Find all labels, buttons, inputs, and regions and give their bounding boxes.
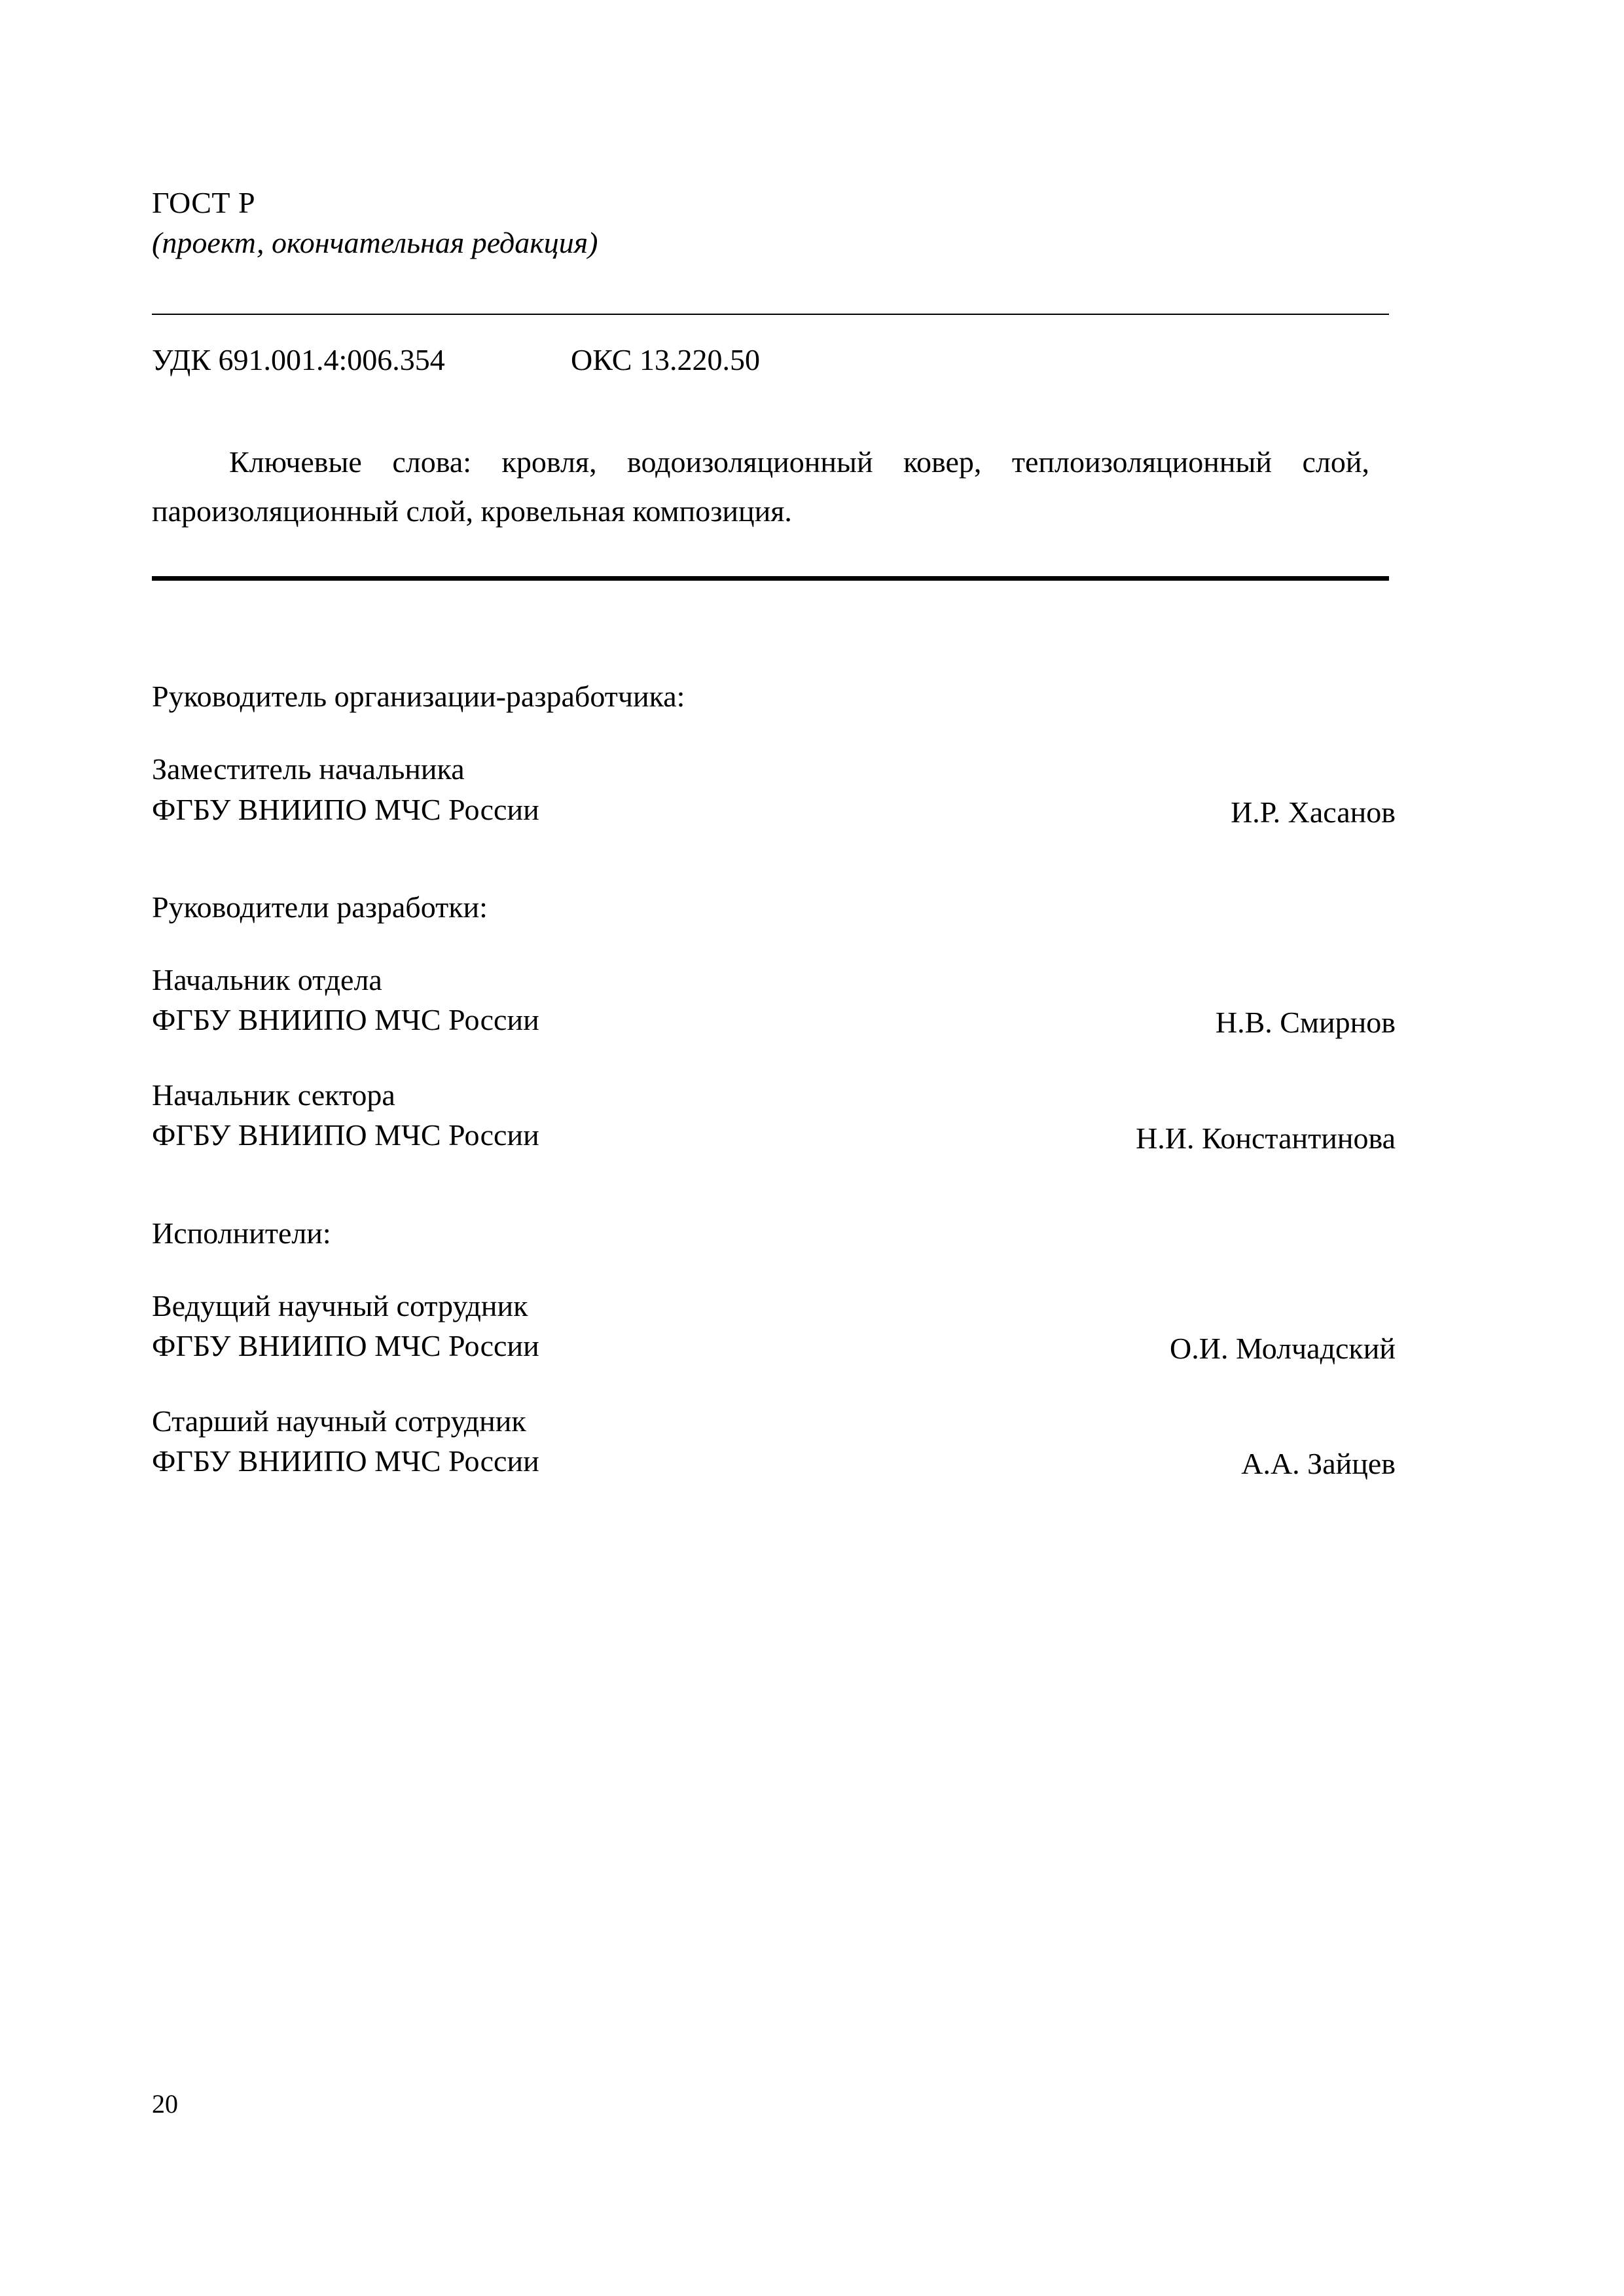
page-content <box>152 183 1396 1481</box>
signature-role-line2: ФГБУ ВНИИПО МЧС России <box>152 1444 539 1478</box>
signature-name: Н.В. Смирнов <box>1215 1006 1396 1040</box>
signature-role-line2: ФГБУ ВНИИПО МЧС России <box>152 1118 539 1152</box>
keywords-paragraph: Ключевые слова: кровля, водоизоляционный ковер, теплоизоляционный слой, пароизоляционный слой, кровельная композиция. <box>152 445 1369 528</box>
signature-entry-head <box>152 749 1396 829</box>
keywords-divider-wrapper <box>152 576 1396 581</box>
header-divider-wrapper <box>152 314 1396 315</box>
signature-entry-performer-2 <box>152 1401 1396 1481</box>
signature-role-line2: ФГБУ ВНИИПО МЧС России <box>152 1002 539 1036</box>
document-header <box>152 183 1396 263</box>
signature-role-line1: Заместитель начальника <box>152 752 465 786</box>
thick-divider <box>152 576 1389 581</box>
page-number: 20 <box>152 2089 178 2119</box>
signature-role-line1: Старший научный сотрудник <box>152 1404 526 1438</box>
signatures-section <box>152 679 1396 1481</box>
signature-role-line1: Начальник сектора <box>152 1078 395 1112</box>
standard-designation: ГОСТ Р <box>152 186 256 219</box>
signature-entry-leader-2 <box>152 1075 1396 1155</box>
signature-name: Н.И. Константинова <box>1136 1121 1396 1155</box>
thin-divider <box>152 314 1389 315</box>
signature-name: О.И. Молчадский <box>1170 1331 1396 1365</box>
performers-section-title: Исполнители: <box>152 1216 331 1250</box>
signature-role-line1: Ведущий научный сотрудник <box>152 1288 528 1322</box>
signature-role <box>152 749 1396 829</box>
spacer <box>152 1156 1396 1216</box>
udk-code: УДК 691.001.4:006.354 <box>152 343 445 377</box>
spacer <box>152 829 1396 890</box>
signature-role-line1: Начальник отдела <box>152 962 382 996</box>
signature-name: А.А. Зайцев <box>1241 1447 1396 1481</box>
leaders-section-title: Руководители разработки: <box>152 890 488 924</box>
signature-role-line2: ФГБУ ВНИИПО МЧС России <box>152 1328 539 1362</box>
draft-status: (проект, окончательная редакция) <box>152 225 598 259</box>
classification-codes-row <box>152 342 1396 379</box>
signature-entry-leader-1 <box>152 960 1396 1040</box>
signature-role-line2: ФГБУ ВНИИПО МЧС России <box>152 792 539 826</box>
oks-code: ОКС 13.220.50 <box>571 343 760 377</box>
signature-role <box>152 1401 1396 1481</box>
signature-name: И.Р. Хасанов <box>1231 795 1396 829</box>
signature-entry-performer-1 <box>152 1286 1396 1366</box>
signature-role <box>152 960 1396 1040</box>
head-section-title: Руководитель организации-разработчика: <box>152 680 685 714</box>
